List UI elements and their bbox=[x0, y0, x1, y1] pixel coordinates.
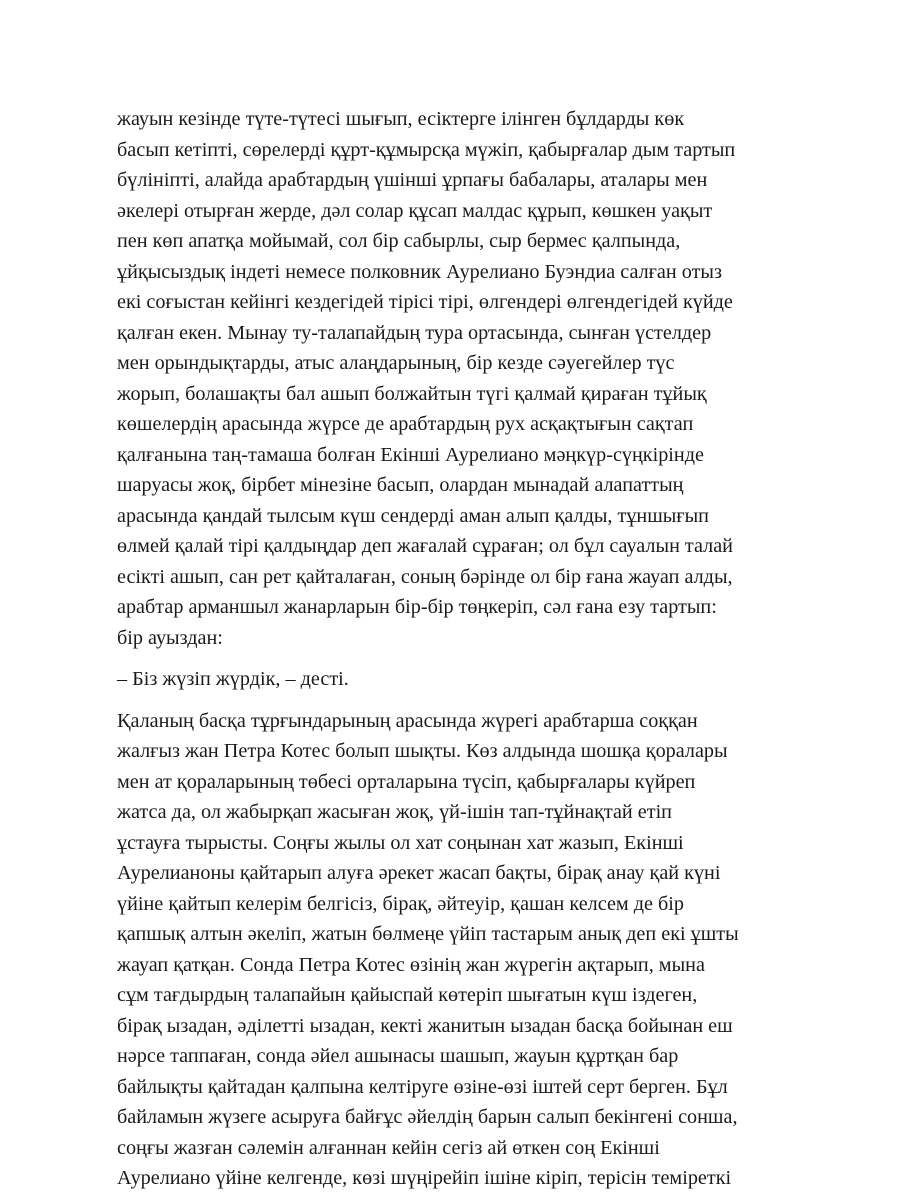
text-line: көшелердің арасында жүрсе де арабтардың рух асқақтығын сақтап bbox=[117, 413, 694, 435]
text-line: ұйқысыздық індеті немесе полковник Аурелиано Буэндиа салған отыз bbox=[117, 260, 722, 283]
text-line: соңғы жазған сәлемін алғаннан кейін сегіз ай өткен соң Екінші bbox=[117, 1136, 660, 1159]
text-line: ұстауға тырысты. Соңғы жылы ол хат соңынан хат жазып, Екінші bbox=[117, 831, 684, 854]
dialogue-paragraph bbox=[117, 664, 817, 695]
text-line: пен көп апатқа мойымай, сол бір сабырлы, сыр бермес қалпында, bbox=[117, 230, 681, 252]
text-line: байлықты қайтадан қалпына келтіруге өзіне-өзі іштей серт берген. Бұл bbox=[117, 1075, 728, 1098]
text-line: бір ауыздан: bbox=[117, 626, 223, 649]
text-line: сұм тағдырдың талапайын қайыспай көтеріп шығатын күш іздеген, bbox=[117, 984, 698, 1006]
text-line: Аурелиано үйіне келгенде, көзі шүңірейіп ішіне кіріп, терісін теміреткі bbox=[117, 1167, 732, 1189]
text-line: әкелері отырған жерде, дәл солар құсап малдас құрып, көшкен уақыт bbox=[117, 199, 713, 222]
text-line: жалғыз жан Петра Котес болып шықты. Көз алдында шошқа қоралары bbox=[117, 740, 728, 762]
text-line: жатса да, ол жабырқап жасыған жоқ, үй-ішін тап-тұйнақтай етіп bbox=[117, 801, 672, 823]
paragraph bbox=[117, 104, 817, 653]
text-line: арасында қандай тылсым күш сендерді аман алып қалды, тұншығып bbox=[117, 504, 709, 527]
text-line: Қаланың басқа тұрғындарының арасында жүрегі арабтарша соққан bbox=[117, 709, 698, 732]
text-line: бүлініпті, алайда арабтардың үшінші ұрпағы бабалары, аталары мен bbox=[117, 169, 708, 191]
text-line: мен орындықтарды, атыс алаңдарының, бір кезде сәуегейлер түс bbox=[117, 352, 675, 374]
text-line: арабтар арманшыл жанарларын бір-бір төңкеріп, сәл ғана езу тартып: bbox=[117, 596, 717, 618]
paragraph bbox=[117, 706, 817, 1194]
text-line: бірақ ызадан, әділетті ызадан, кекті жанитын ызадан басқа бойынан еш bbox=[117, 1014, 733, 1037]
text-line: қалғанына таң-тамаша болған Екінші Аурелиано мәңкүр-сүңкірінде bbox=[117, 443, 704, 466]
text-line: жауап қатқан. Сонда Петра Котес өзінің жан жүрегін ақтарып, мына bbox=[117, 953, 705, 976]
text-line: есікті ашып, сан рет қайталаған, соның бәрінде ол бір ғана жауап алды, bbox=[117, 565, 733, 588]
text-line: қапшық алтын әкеліп, жатын бөлмеңе үйіп тастарым анық деп екі ұшты bbox=[117, 923, 739, 945]
text-line: нәрсе таппаған, сонда әйел ашынасы шашып, жауын құртқан бар bbox=[117, 1045, 679, 1067]
text-line: жауын кезінде түте-түтесі шығып, есіктерге ілінген бұлдарды көк bbox=[117, 108, 685, 130]
text-line: өлмей қалай тірі қалдыңдар деп жағалай сұраған; ол бұл сауалын талай bbox=[117, 535, 733, 557]
text-line: қалған екен. Мынау ту-талапайдың тура ортасында, сынған үстелдер bbox=[117, 321, 712, 344]
document-page bbox=[117, 104, 817, 1194]
text-line: жорып, болашақты бал ашып болжайтын түгі қалмай қираған тұйық bbox=[117, 382, 707, 405]
text-line: екі соғыстан кейінгі кездегідей тірісі тірі, өлгендері өлгендегідей күйде bbox=[117, 291, 733, 313]
text-line: байламын жүзеге асыруға байғұс әйелдің барын салып бекінгені сонша, bbox=[117, 1106, 738, 1128]
text-line: мен ат қораларының төбесі орталарына түсіп, қабырғалары күйреп bbox=[117, 770, 696, 793]
text-line: үйіне қайтып келерім белгісіз, бірақ, әйтеуір, қашан келсем де бір bbox=[117, 892, 684, 915]
text-line: басып кетіпті, сөрелерді құрт-құмырсқа мүжіп, қабырғалар дым тартып bbox=[117, 138, 736, 161]
text-line: шаруасы жоқ, бірбет мінезіне басып, олардан мынадай алапаттың bbox=[117, 474, 684, 496]
text-line: – Біз жүзіп жүрдік, – десті. bbox=[117, 668, 349, 690]
text-line: Аурелианоны қайтарып алуға әрекет жасап бақты, бірақ анау қай күні bbox=[117, 862, 721, 884]
